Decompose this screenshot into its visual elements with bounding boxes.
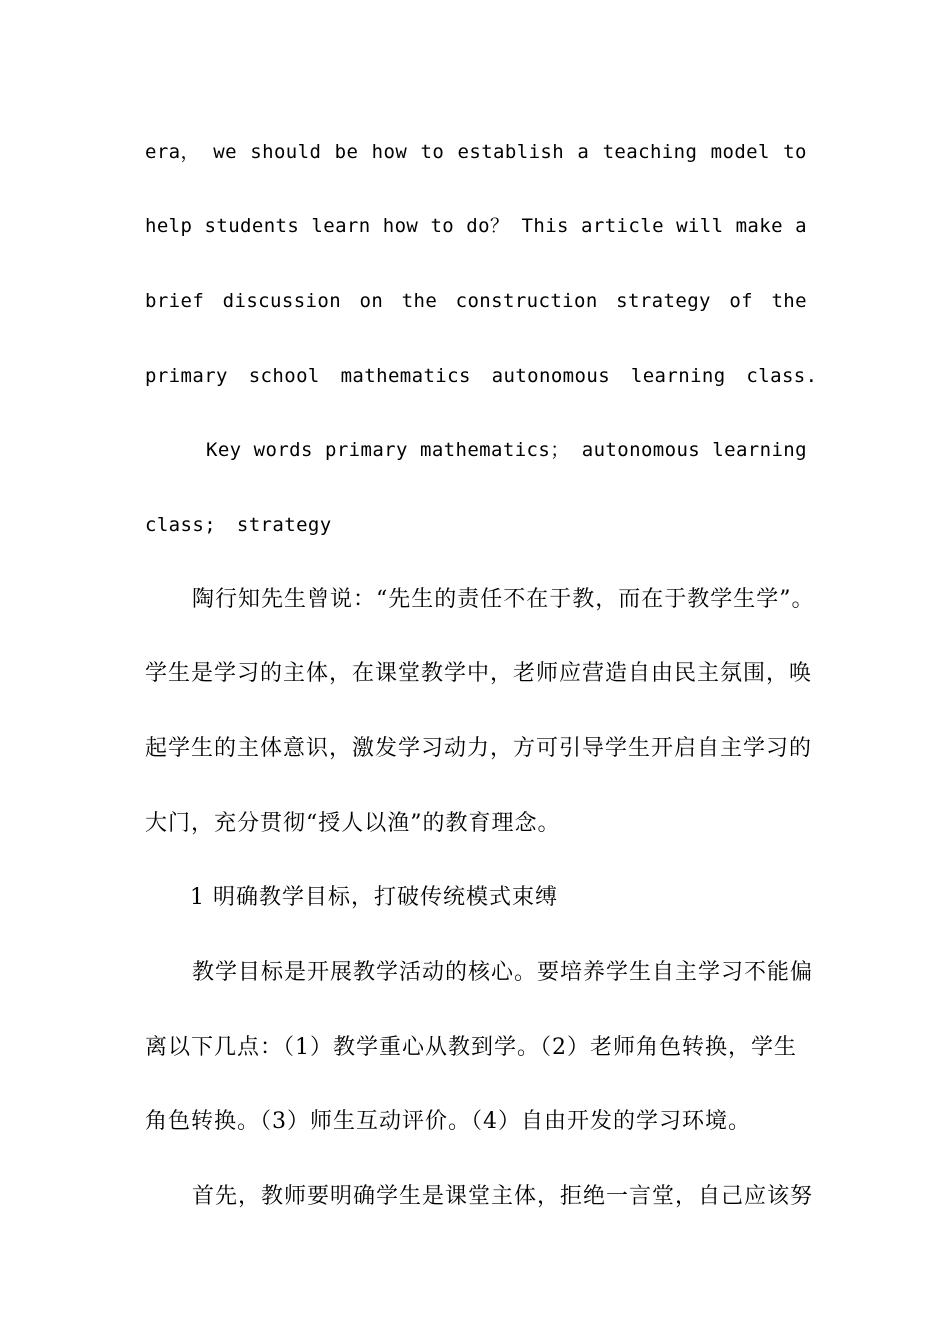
word: primary xyxy=(324,439,408,461)
abstract-line-4: primary school mathematics autonomous learning class. xyxy=(145,365,818,387)
abstract-line-3 xyxy=(145,286,807,316)
paragraph-2-line-3: 角色转换。（3）师生互动评价。（4）自由开发的学习环境。 xyxy=(145,1109,751,1134)
paragraph-1-line-1: 陶行知先生曾说：“先生的责任不在于教，而在于教学生学”。 xyxy=(192,587,815,612)
word: make xyxy=(735,215,783,237)
word: learning xyxy=(712,439,807,461)
word: model xyxy=(710,141,770,163)
paragraph-1-line-4: 大门，充分贯彻“授人以渔”的教育理念。 xyxy=(145,811,561,836)
word: will xyxy=(676,215,724,237)
word: words xyxy=(253,439,313,461)
paragraph-1-line-2: 学生是学习的主体，在课堂教学中，老师应营造自由民主氛围，唤 xyxy=(145,661,813,686)
paragraph-3-line-1: 首先，教师要明确学生是课堂主体，拒绝一言堂，自己应该努 xyxy=(192,1184,814,1209)
word: the xyxy=(771,290,807,312)
word: help xyxy=(145,215,193,237)
word: of xyxy=(729,290,754,312)
word: article xyxy=(581,215,664,237)
word: be xyxy=(334,141,359,163)
word: mathematics； xyxy=(419,439,570,461)
word: teaching xyxy=(602,141,698,163)
word: establish xyxy=(457,141,565,163)
word: a xyxy=(577,141,590,163)
word: should xyxy=(250,141,322,163)
keywords-line-2: class; strategy xyxy=(145,514,332,536)
word: how xyxy=(371,141,408,163)
word: a xyxy=(795,215,807,237)
word: construction xyxy=(455,290,598,312)
word: to xyxy=(783,141,807,163)
word: learn xyxy=(311,215,371,237)
abstract-line-2 xyxy=(145,211,807,241)
word: the xyxy=(401,290,438,312)
word: to xyxy=(420,141,445,163)
section-heading-1: 1 明确教学目标，打破传统模式束缚 xyxy=(190,885,558,910)
word: era， xyxy=(145,141,200,163)
word: do？ xyxy=(466,215,510,237)
keywords-line-1 xyxy=(206,435,807,465)
word: This xyxy=(521,215,569,237)
word: how xyxy=(382,215,419,237)
paragraph-2-line-1: 教学目标是开展教学活动的核心。要培养学生自主学习不能偏 xyxy=(192,960,814,985)
abstract-line-1 xyxy=(145,137,807,167)
word: students xyxy=(204,215,300,237)
paragraph-2-line-2: 离以下几点：（1）教学重心从教到学。（2）老师角色转换，学生 xyxy=(145,1035,797,1060)
word: Key xyxy=(206,439,242,461)
word: brief xyxy=(145,290,205,312)
word: on xyxy=(359,290,384,312)
word: we xyxy=(213,141,237,163)
word: autonomous xyxy=(581,439,701,461)
word: strategy xyxy=(616,290,711,312)
word: discussion xyxy=(222,290,342,312)
paragraph-1-line-3: 起学生的主体意识，激发学习动力，方可引导学生开启自主学习的 xyxy=(145,736,813,761)
word: to xyxy=(430,215,455,237)
